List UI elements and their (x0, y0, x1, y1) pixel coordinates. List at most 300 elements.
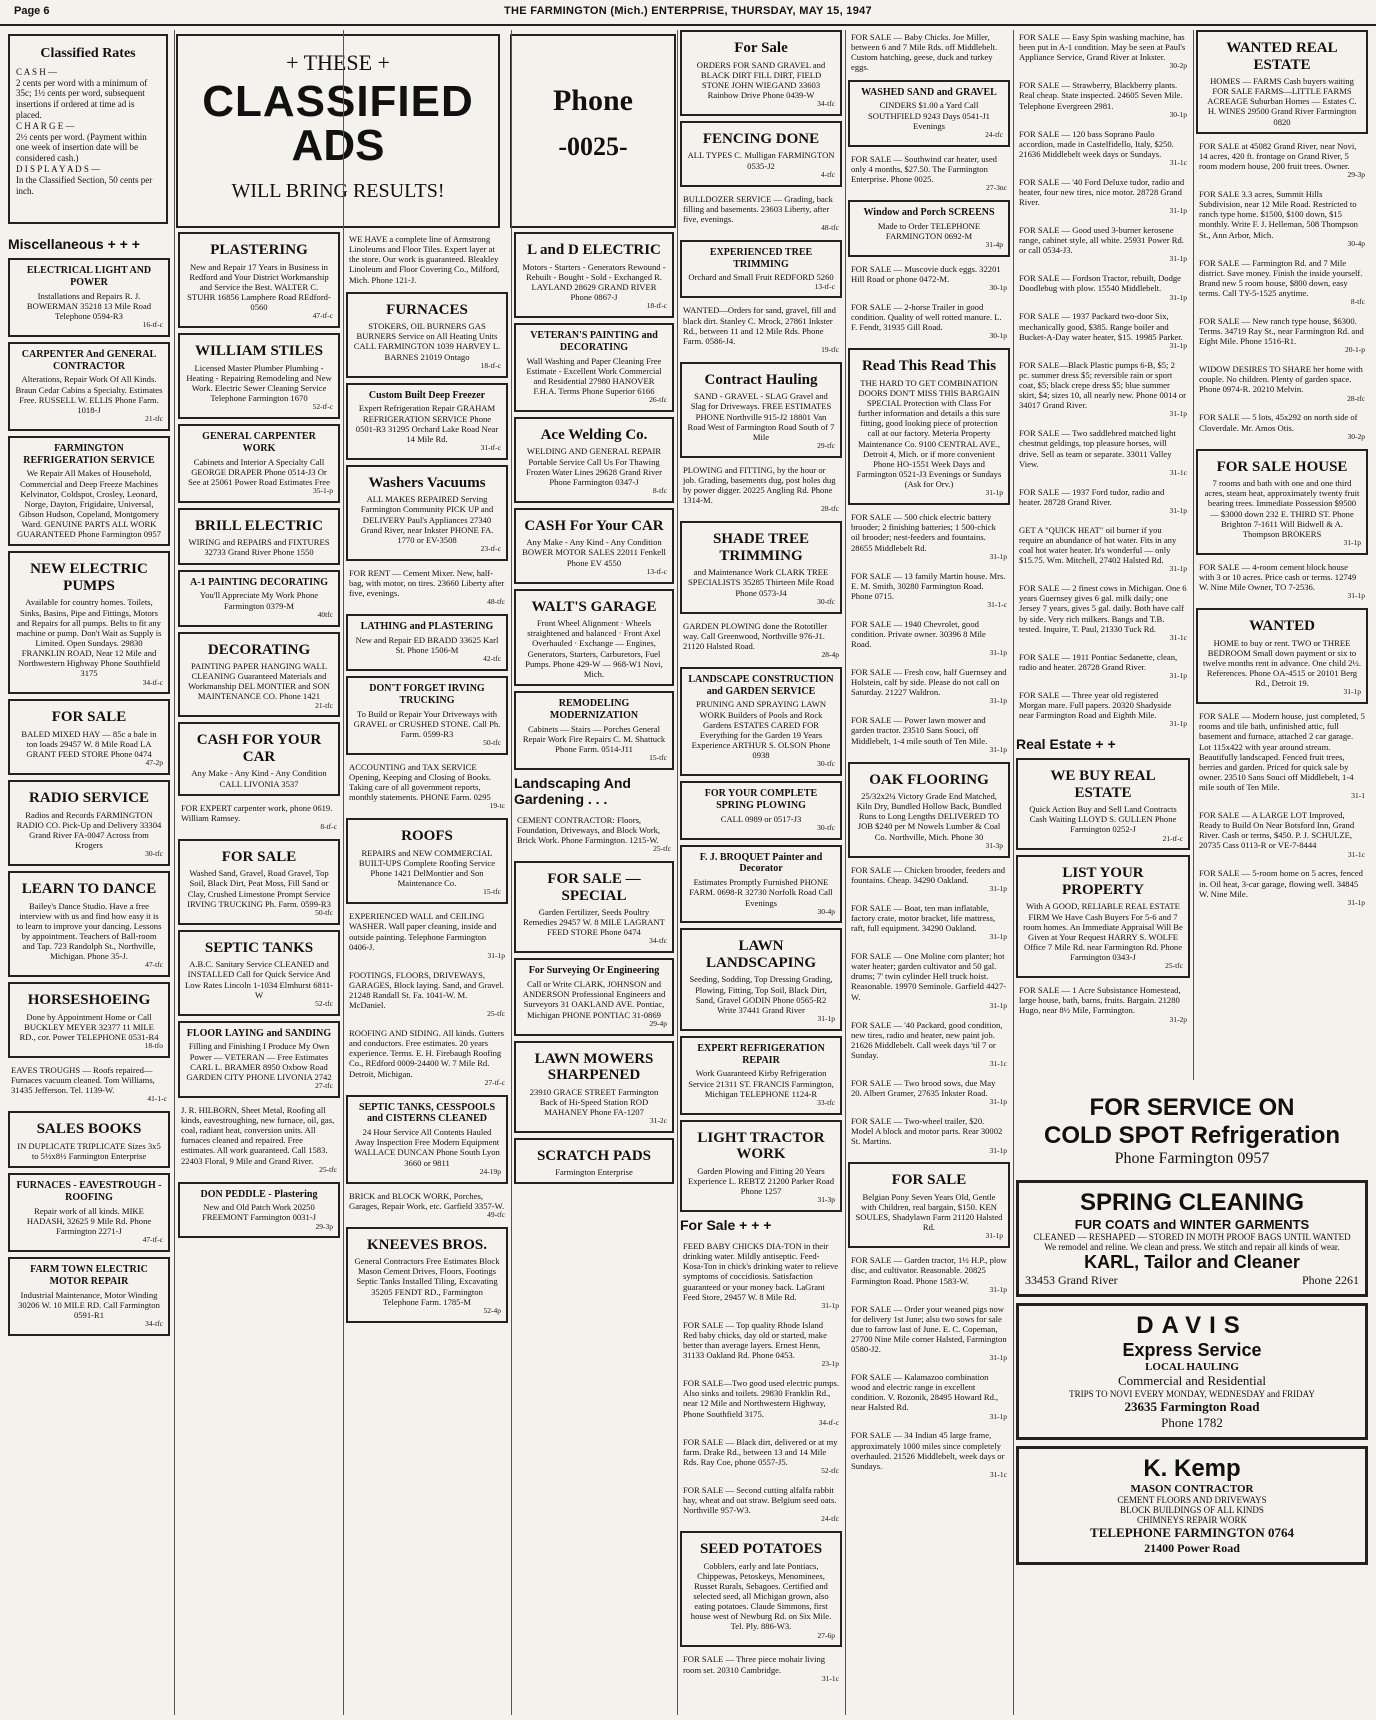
ad-body: Licensed Master Plumber Plumbing - Heating - Repairing Remodeling and New Work. Electric Sewer Cleaning Service Telephone Farmington 1670 (186, 362, 332, 403)
ad-body: CINDERS $1.00 a Yard Call SOUTHFIELD 9243 Days 0541-J1 Evenings (868, 100, 990, 131)
ad-body: Orchard and Small Fruit REDFORD 5260 (688, 272, 834, 283)
ad-body: ROOFING AND SIDING. All kinds. Gutters and conductors. Free estimates. 20 years experience. Terms. E. H. Firebaugh Roofing Co., REdford 0009-24400 W. 7 Mile Rd. Detroit, Michigan. (349, 1028, 504, 1079)
ad-body: FOR SALE — 2-horse Trailer in good condition. Quality of well rotted manure. L. F. Fendt, 31935 Gill Road. (851, 301, 1002, 333)
coldspot-line-3: Phone Farmington 0957 (1114, 1150, 1270, 1167)
classified-ad (848, 617, 1010, 660)
ad-reference-code: 42-tfc (483, 654, 501, 664)
spring-cleaning-ad (1016, 1180, 1368, 1297)
classified-ad (1196, 709, 1368, 803)
ad-reference-code: 28-tfc (821, 504, 839, 514)
classified-ad (848, 152, 1010, 195)
ad-body: GET A "QUICK HEAT" oil burner if you require an abundance of hot water. Fits in any coal hot water heater. It's wonderful — only $15.75. Wm. Mitchell, 27402 Halsted Rd. (1019, 524, 1177, 566)
ad-body: HOMES — FARMS Cash buyers waiting FOR SALE FARMS—LITTLE FARMS ACREAGE Suburban Homes — Estates C. H. WINES 29500 Grand River Farmington 0820 (1207, 76, 1357, 127)
ad-body: IN DUPLICATE TRIPLICATE Sizes 3x5 to 5½x8½ Farmington Enterprise (17, 1140, 161, 1161)
ad-body: Radios and Records FARMINGTON RADIO CO. Pick-Up and Delivery 33304 Grand River FA-0047 Across from Krogers (16, 809, 162, 851)
ad-heading: FOR SALE (221, 848, 297, 865)
coldspot-line-1: FOR SERVICE ON (1089, 1094, 1295, 1121)
ad-reference-code: 52-4p (483, 1305, 501, 1315)
ad-heading: SEPTIC TANKS (204, 939, 314, 956)
ad-reference-code: 26-tfc (649, 395, 667, 405)
ad-body: ALL MAKES REPAIRED Serving Farmington Community PICK UP and DELIVERY Paul's Appliances 27340 Grand River, near Inkster PHONE FA. 1770 or EV-3508 (360, 494, 494, 545)
ad-reference-code: 21-tf-c (1162, 833, 1183, 843)
classified-ad (680, 1036, 842, 1115)
ad-body: FOR SALE — New ranch type house, $6300. Terms. 34719 Ray St., near Farmington Rd. and Eight Mile. Phone 1516-R1. (1199, 315, 1364, 347)
classified-ad (346, 232, 508, 287)
ad-heading: RADIO SERVICE (29, 790, 149, 807)
ad-body: FOR SALE — Southwind car heater, used only 4 months, $27.50. The Farmington Enterprise. Phone 0025. (851, 153, 997, 184)
ad-reference-code: 35-1-p (313, 485, 333, 495)
ad-reference-code: 31-1p (989, 932, 1007, 942)
classified-ad (1016, 855, 1190, 978)
ad-heading: VETERAN'S PAINTING and DECORATING (530, 329, 658, 353)
ad-reference-code: 31-1p (1347, 897, 1365, 907)
ad-heading: GENERAL CARPENTER WORK (202, 430, 316, 454)
ad-body: WIDOW DESIRES TO SHARE her home with couple. No children. Plenty of garden space. Phone 0974-R. 20210 Melvin. (1199, 364, 1363, 395)
ad-heading: REMODELING MODERNIZATION (549, 697, 639, 721)
classified-ad (346, 1095, 508, 1184)
classified-ad (346, 614, 508, 671)
ad-heading: NEW ELECTRIC PUMPS (30, 561, 148, 594)
spring-line-1: SPRING CLEANING (1079, 1189, 1304, 1216)
ad-reference-code: 31-4p (985, 239, 1003, 249)
ad-body: FOR SALE — Chicken brooder, feeders and fountains. Cheap. 34290 Oakland. (851, 864, 1006, 885)
column-4 (514, 232, 674, 1715)
classified-ad (178, 424, 340, 503)
ad-body: FOR SALE — Strawberry, Blackberry plants. Real cheap. State inspected. 24605 Seven Mile. Telephone Evergreen 2981. (1019, 80, 1183, 111)
ad-heading: DON'T FORGET IRVING TRUCKING (369, 683, 485, 706)
ad-reference-code: 31-1p (1169, 719, 1187, 729)
rates-line: 2 cents per word with a minimum of 35c; 1½ cents per word, subsequent insertions if ordered at time ad is placed. (16, 77, 148, 120)
ad-reference-code: 21-tfc (315, 700, 333, 710)
ad-heading: Washers Vacuums (368, 474, 486, 491)
ad-reference-code: 24-tfc (821, 1514, 839, 1524)
ad-reference-code: 31-1-c (987, 599, 1007, 609)
ad-reference-code: 31-1p (989, 648, 1007, 658)
ad-body: THE HARD TO GET COMBINATION DOORS DON'T MISS THIS BARGAIN SPECIAL Protection with Class For further information and details a this sure fitting, good looking piece of protection call at our factory. Meteria Property Maintenance Co. 9100 CENTRAL AVE., Detroit 4, Mich. or if more convenient Phone HO-1551 Week Days and Farmington 0521-J3 Evenings or Sundays (Ask for Orv.) (856, 377, 1002, 490)
ad-reference-code: 18-tf-c (646, 301, 667, 311)
kemp-line-7: 21400 Power Road (1144, 1541, 1240, 1555)
coldspot-line-2: COLD SPOT Refrigeration (1043, 1122, 1341, 1149)
classified-ad (178, 570, 340, 627)
ad-body: PAINTING PAPER HANGING WALL CLEANING Guaranteed Materials and Workmanship DEL MONTIER and SON MAINTENANCE CO. Phone 1421 (188, 661, 330, 702)
column-7 (1016, 30, 1190, 1080)
rates-line: C A S H — (16, 66, 58, 77)
ad-body: FOR EXPERT carpenter work, phone 0619. William Ramsey. (181, 802, 333, 823)
ad-reference-code: 19-tfc (821, 344, 839, 354)
ad-heading: LIST YOUR PROPERTY (1062, 865, 1144, 898)
ad-body: BALED MIXED HAY — 85c a bale in ton loads 29457 W. 8 Mile Road LA GRANT FEED STORE Phone 0474 (21, 728, 157, 760)
ad-reference-code: 15-tfc (649, 752, 667, 762)
ad-heading: A-1 PAINTING DECORATING (190, 576, 328, 588)
ad-body: Cabinets — Stairs — Porches General Repair Work Fire Repairs C. M. Shattuck Phone Farm. 0514-J11 (522, 723, 666, 754)
ad-heading: FOR SALE HOUSE (1216, 458, 1348, 475)
ad-body: Expert Refrigeration Repair GRAHAM REFRIGERATION SERVICE Phone 0501-R3 31295 Orchard Lake Road Near 14 Mile Rd. (355, 403, 499, 444)
ad-heading: FOR SALE — SPECIAL (547, 871, 641, 904)
ad-body: BRICK and BLOCK WORK, Porches, Garages, Repair Work, etc. Garfield 3357-W. (349, 1190, 505, 1211)
classified-ad (680, 781, 842, 840)
ad-body: FOR SALE — Boat, ten man inflatable, factory crate, motor bracket, life mattress, raft, full equipment. 34290 Oakland. (851, 902, 996, 934)
ad-reference-code: 52-tfc (821, 1465, 839, 1475)
page-number: Page 6 (14, 5, 50, 17)
display-ads-block (1016, 1088, 1368, 1571)
ad-body: FOR SALE — 5-room home on 5 acres, fenced in. Oil heat, 3-car garage, flowing well. 34845 W. Nine Mile. (1199, 868, 1363, 899)
ad-reference-code: 20-1-p (1345, 345, 1365, 355)
ad-body: J. R. HILBORN, Sheet Metal, Roofing all kinds, eavestroughing, new furnace, oil, gas, coal, radiant heat, conversion units. All furnaces cleaned and repaired. Free estimates. All work guaranteed. Call 1583. 22403 Floral, 9 Mile and Grand River. (181, 1104, 335, 1166)
kemp-line-2: MASON CONTRACTOR (1130, 1483, 1254, 1495)
classified-ad (680, 1376, 842, 1429)
ad-reference-code: 25-tfc (1165, 961, 1183, 971)
classified-ad (346, 566, 508, 609)
classified-ad (8, 436, 170, 547)
ad-reference-code: 31-1p (487, 950, 505, 960)
ad-reference-code: 15-tfc (483, 887, 501, 897)
phone-box (510, 34, 676, 228)
classified-ad (848, 30, 1010, 75)
ad-reference-code: 27-tfc (315, 1081, 333, 1090)
ad-body: Front Wheel Alignment · Wheels straightened and balanced · Front Axel Overhauled · Exchange — Engines, Generators, Starters, Carburetors, Fuel Pumps. Phone 429-W — 968-W1 Novi, Mich. (525, 618, 663, 679)
ad-body: Garden Plowing and Fitting 20 Years Experience L. REBTZ 21200 Parker Road Phone 1257 (687, 1165, 835, 1197)
ad-body: Farmington Enterprise (555, 1167, 633, 1178)
ad-body: FOR SALE — 1937 Ford tudor, radio and heater. 28728 Grand River. (1019, 486, 1165, 507)
classified-ad (680, 1120, 842, 1212)
ad-heading: L and D ELECTRIC (527, 242, 661, 258)
ad-heading: FURNACES - EAVESTROUGH - ROOFING (16, 1180, 162, 1203)
ad-reference-code: 31-1c (821, 1673, 839, 1683)
ad-reference-code: 52-tf-c (312, 402, 333, 412)
ad-reference-code: 31-1p (1169, 409, 1187, 419)
davis-line-1: DAVIS (1136, 1312, 1248, 1339)
ad-body: FOR SALE — Three year old registered Morgan mare. Full papers. 20320 Shadyside near Farmington Road and Eighth Mile. (1019, 689, 1172, 721)
ad-heading: For Sale (734, 40, 788, 56)
banner-line-1: + THESE + (286, 50, 390, 75)
ad-reference-code: 47-2p (145, 758, 163, 768)
classified-ad (8, 871, 170, 977)
ad-reference-code: 24-tfc (985, 129, 1003, 139)
column-3 (346, 232, 508, 1715)
classified-ad (514, 323, 674, 412)
ad-reference-code: 23-1p (821, 1359, 839, 1369)
ad-body: Bailey's Dance Studio. Have a free interview with us and find how easy it is to learn to improve your dancing. Lessons by appointment. Teachers of Ball-room and Tap. 723 Randolph St., Northville, Michigan. Phone 35-J. (16, 900, 162, 962)
ad-reference-code: 49-tfc (487, 1209, 505, 1219)
ad-reference-code: 13-tf-c (814, 281, 835, 291)
phone-label: Phone (552, 84, 633, 117)
classified-ad (178, 930, 340, 1016)
classified-ad (1016, 650, 1190, 683)
column-8 (1196, 30, 1368, 1080)
column-1 (8, 232, 170, 1715)
ad-reference-code: 8-tfc (652, 485, 667, 495)
banner-line-4: WILL BRING RESULTS! (231, 180, 445, 202)
ad-body: FOR SALE — Good used 3-burner kerosene range, cabinet style, all white. 25931 Power Rd. or call 0534-J3. (1019, 225, 1184, 256)
ad-reference-code: 4-tfc (820, 169, 835, 179)
rates-line: D I S P L A Y A D S — (16, 163, 101, 174)
classified-ad (1016, 223, 1190, 266)
ad-reference-code: 31-1p (1169, 254, 1187, 264)
classified-ad (346, 465, 508, 561)
ad-heading: Custom Built Deep Freezer (368, 389, 486, 401)
ad-heading: WASHED SAND and GRAVEL (861, 86, 997, 98)
column-rule (174, 30, 175, 1715)
ad-body: 25/32x2¼ Victory Grade End Matched, Kiln Dry, Bundled Hollow Back, Bundled Runs to Long Lengths DELIVERED TO JOB $240 per M Nowels Lumber & Coal Co. Northville, Mich. Phone 30 (856, 791, 1002, 842)
ad-body: General Contractors Free Estimates Block Mason Cement Drives, Floors, Footings Septic Tanks Installed Tiling, Excavating 35205 FENDT RD., Farmington Telephone Farm. 1785-M (354, 1256, 500, 1307)
ad-reference-code: 31-1p (989, 883, 1007, 893)
ad-heading: CASH FOR YOUR CAR (196, 732, 322, 765)
davis-line-5: TRIPS TO NOVI EVERY MONDAY, WEDNESDAY and FRIDAY (1069, 1389, 1315, 1399)
ad-body: We Repair All Makes of Household, Commercial and Deep Freeze Machines Kelvinator, Coldspot, Crosley, Leonard, Norge, Dayton, Frigidaire, Universal, Gibson Hudson, Copeland, Montgomery Ward. GENUINE PARTS ALL WORK GUARANTEED Phone Farmington 0957 (17, 468, 161, 540)
classified-ad (1196, 362, 1368, 405)
ad-reference-code: 31-1c (1169, 632, 1187, 642)
classified-ad (1196, 256, 1368, 309)
ad-reference-code: 31-3p (817, 1195, 835, 1205)
rates-line: C H A R G E — (16, 120, 75, 131)
ad-body: Washed Sand, Gravel, Road Gravel, Top Soil, Black Dirt, Peat Moss, Fill Sand or Clay, Crushed Limestone Prompt Service IRVING TRUCKING Ph. Farm. 0599-R3 (187, 868, 331, 909)
ad-body: PRUNING AND SPRAYING LAWN WORK Builders of Pools and Rock Gardens ESTATES CARED FOR Everything for the Garden 19 Years Experience ARTHUR S. OLSON Phone 0938 (691, 699, 831, 761)
ad-reference-code: 41-1-c (147, 1094, 167, 1104)
classified-ad (514, 1041, 674, 1133)
ad-body: New and Repair ED BRADD 33625 Karl St. Phone 1506-M (355, 634, 499, 656)
ad-body: Industrial Maintenance, Motor Winding 30206 W. 10 MILE RD. Call Farmington 0591-R1 (18, 1289, 160, 1320)
rates-title: Classified Rates (40, 46, 136, 61)
ad-body: FOR SALE — Kalamazoo combination wood and electric range in excellent condition. V. Rozonik, 28495 Howard Rd., near Halsted Rd. (851, 1372, 999, 1413)
column-6 (848, 30, 1010, 1715)
ad-body: ORDERS FOR SAND GRAVEL and BLACK DIRT FILL DIRT, FIELD STONE JOHN WIEGAND 33603 Rainbow Drive Phone 0439-W (696, 59, 826, 100)
classified-rates-box (8, 34, 168, 224)
ad-reference-code: 30-1p (989, 283, 1007, 293)
column-rule (1013, 30, 1014, 1715)
ad-body: FOR SALE — Two saddlebred matched light chestnut geldings, top pleasure horses, will drive. Sell as team or separate. 33011 Valley View. (1019, 428, 1176, 469)
ad-reference-code: 8-tfc (1350, 297, 1365, 307)
ad-body: FOR SALE — A LARGE LOT Improved, Ready to Build On Near Botsford Inn, Grand River. Cash or terms, $450. P. J. SCHULZE, 20735 Cass 0113-R or VE-7-8444 (1199, 810, 1355, 851)
ad-body: SAND - GRAVEL - SLAG Gravel and Slag for Driveways. FREE ESTIMATES PHONE Northville 915-J2 18801 Van Road West of Farmington Road South of 7 Mile (687, 391, 835, 442)
ad-body: Seeding, Sodding, Top Dressing Grading, Plowing, Fitting, Top Soil, Black Dirt, Sand, Gravel GODIN Phone 0565-R2 Write 37441 Grand River (689, 974, 833, 1015)
ad-body: FOR SALE at 45082 Grand River, near Novi, 14 acres, 420 ft. frontage on Grand River, 5 room modern house, 200 fruit trees. Owner. (1199, 140, 1357, 171)
column-rule (845, 30, 846, 1715)
classified-ad (680, 1483, 842, 1526)
ad-reference-code: 27-tf-c (484, 1077, 505, 1087)
classified-ad (1016, 426, 1190, 479)
davis-line-3: LOCAL HAULING (1145, 1361, 1239, 1373)
ad-heading: LAWN LANDSCAPING (705, 938, 816, 971)
classified-ad (680, 1318, 842, 1371)
ad-body: To Build or Repair Your Driveways with GRAVEL or CRUSHED STONE. Call Ph. Farm. 0599-R3 (353, 708, 501, 739)
ad-reference-code: 13-tf-c (646, 566, 667, 576)
classified-ad (1016, 309, 1190, 352)
ad-reference-code: 30-tfc (817, 759, 835, 769)
classified-ad (8, 780, 170, 866)
ad-reference-code: 30-4p (1347, 238, 1365, 248)
classified-ad (1196, 187, 1368, 251)
ad-reference-code: 19-tc (489, 801, 505, 811)
ad-body: Call or Write CLARK, JOHNSON and ANDERSON Professional Engineers and Surveyors 31 OAKLAND AVE. Pontiac, Michigan PHONE PONTIAC 31-0869 (522, 979, 666, 1020)
ad-heading: DON PEDDLE - Plastering (200, 1188, 318, 1200)
ad-reference-code: 50-tfc (315, 907, 333, 917)
spring-line-7: Phone 2261 (1302, 1273, 1359, 1287)
ad-body: Done by Appointment Home or Call BUCKLEY MEYER 32377 11 MILE RD., cor. Power TELEPHONE 0531-R4 (19, 1011, 159, 1043)
classified-ad (346, 383, 508, 460)
ad-reference-code: 31-1p (1347, 591, 1365, 601)
ad-heading: SEPTIC TANKS, CESSPOOLS and CISTERNS CLEANED (358, 1101, 496, 1125)
ad-body: FOR SALE — Garden tractor, 1½ H.P., plow disc, and cultivator. Reasonable. 20825 Farmington Road. Phone 1583-W. (851, 1255, 1007, 1286)
ad-body: FOR SALE — Second cutting alfalfa rabbit hay, wheat and oat straw. Belgium seed oats. Northville 957-W3. (683, 1484, 837, 1516)
ad-heading: WALT'S GARAGE (531, 598, 657, 615)
ad-heading: FOR YOUR COMPLETE SPRING PLOWING (704, 788, 818, 811)
ad-body: FOR SALE — Easy Spin washing machine, has been put in A-1 condition. May be seen at Paul's Appliance Service, Grand River at Inkster. (1019, 32, 1186, 63)
classified-ad (178, 508, 340, 565)
classified-ad (178, 1182, 340, 1239)
ad-body: Installations and Repairs R. J. BOWERMAN 35218 13 Mile Road Telephone 0594-R3 (26, 290, 152, 321)
column-rule (677, 30, 678, 1715)
classified-ads-banner (176, 34, 500, 228)
classified-ad (1016, 127, 1190, 170)
ad-body: Available for country homes. Toilets, Sinks, Basins, Pipe and Fittings, Motors and Repairs for all pumps. Belts to fit any machine or pump. Don't Wait as Supply is Limited. Open Sundays. 29830 FRANKLIN ROAD, Near 12 Mile and Northwestern Highway Phone Southfield 3175 (16, 597, 162, 679)
ad-reference-code: 30-1p (989, 331, 1007, 341)
ad-heading: BRILL ELECTRIC (195, 517, 323, 534)
ad-reference-code: 31-3p (985, 840, 1003, 850)
ad-body: 24 Hour Service All Contents Hauled Away Inspection Free Modern Equipment WALLACE DUNCAN Phone South Lyon 3660 or 9811 (354, 1127, 500, 1168)
classified-ad (346, 968, 508, 1021)
classified-ad (8, 551, 170, 694)
ad-reference-code: 31-1p (1169, 564, 1187, 574)
ad-body: FOR SALE — 4-room cement block house with 3 or 10 acres. Price cash or terms. 12749 W. Nine Mile Owner, TO 7-2536. (1199, 561, 1357, 593)
column-rule (1193, 30, 1194, 1080)
ad-reference-code: 40tfc (317, 609, 333, 619)
ad-reference-code: 25-tfc (487, 1009, 505, 1019)
ad-body: FOOTINGS, FLOORS, DRIVEWAYS, GARAGES, Block laying. Sand, and Gravel. 21248 Randall St. Fa. 1041-W. M. McDaniel. (349, 969, 504, 1011)
classified-ad (514, 691, 674, 770)
ad-reference-code: 28-tfc (1347, 393, 1365, 403)
column-rule (343, 30, 344, 1715)
ad-body: New and Repair 17 Years in Business in Redford and Your District Workmanship and Service the Best. WALTER C. STUHR 16856 Lamphere Road REdford-0560 (187, 261, 331, 313)
ad-heading: DECORATING (207, 641, 311, 658)
ad-body: New and Old Patch Work 20250 FREEMONT Farmington 0031-J (202, 1202, 316, 1223)
classified-ad (1196, 139, 1368, 182)
ad-body: WIRING and REPAIRS and FIXTURES 32733 Grand River Phone 1550 (188, 537, 330, 558)
classified-ad (680, 521, 842, 613)
classified-ad (1016, 271, 1190, 304)
classified-ad (1196, 866, 1368, 909)
classified-ad (680, 845, 842, 924)
ad-body: EXPERIENCED WALL and CEILING WASHER. Wall paper cleaning, inside and outside painting. Telephone Farmington 0406-J. (349, 911, 497, 952)
classified-ad (680, 30, 842, 116)
ad-body: FOR SALE — '40 Ford Deluxe tudor, radio and heater, four new tires, nice motor. 28728 Grand River. (1019, 176, 1185, 208)
banner-line-2: CLASSIFIED (202, 77, 474, 126)
ad-reference-code: 31-1p (1169, 206, 1187, 216)
ad-body: ACCOUNTING and TAX SERVICE Opening, Keeping and Closing of Books. Taking care of all government reports, monthly statements. PHONE Farm. 0295 (349, 761, 492, 803)
ad-body: Garden Fertilizer, Seeds Poultry Remedies 29457 W. 8 MILE LAGRANT FEED STORE Phone 0474 (523, 907, 665, 938)
ad-body: GARDEN PLOWING done the Rototiller way. Call Greenwood, Northville 976-J1. 21120 Halsted Road. (683, 620, 828, 651)
classified-ad (680, 1435, 842, 1478)
classified-ad (848, 1114, 1010, 1157)
classified-ad (1016, 581, 1190, 645)
ad-reference-code: 34-tfc (817, 99, 835, 109)
classified-ad (848, 1018, 1010, 1071)
column-5 (680, 30, 842, 1715)
ad-body: FOR SALE — Order your weaned pigs now for delivery 1st June; also two sows for sale due to farrow last of June. E. C. Copeman, 27700 Nine Mile corner Halsted, Farmington 0580-J2. (851, 1303, 1007, 1355)
ad-body: Motors - Starters - Generators Rewound - Rebuilt - Bought - Sold - Exchanged R. LAYLAND 28629 GRAND RIVER Phone 0867-J (522, 261, 666, 302)
section-landscaping: Landscaping And Gardening . . . (514, 774, 631, 807)
ad-body: FOR SALE — 2 finest cows in Michigan. One 6 years Guernsey gives 6 gal. milk daily; one Jersey 7 years, gives 5 gal. daily. Both have calf by side. Very rich milkers. Bangs and T.B. tested. Inquire, T. Paul, 21330 Tuck Rd. (1019, 583, 1187, 634)
ad-body: FOR SALE — '40 Packard, good condition, new tires, radio and heater, new paint job. 21626 Middlebelt. Call week days 'til 7 or Sunday. (851, 1019, 1003, 1060)
ad-body: FOR SALE — Black dirt, delivered or at my farm. Drake Rd., between 13 and 14 Mile Rds. Ray Coe, phone 0557-J5. (683, 1436, 838, 1467)
ad-body: With A GOOD, RELIABLE REAL ESTATE FIRM We Have Cash Buyers For 5-6 and 7 room homes. An Immediate Appraisal Will Be Given at Your Request HARRY S. WOLFE Office 7 Mile Rd. near Farmington Rd. Phone Farmington 0343-J (1023, 901, 1183, 963)
ad-heading: For Surveying Or Engineering (528, 965, 660, 977)
classified-ad (346, 760, 508, 813)
classified-ad (1196, 808, 1368, 861)
ad-body: Alterations, Repair Work Of All Kinds. Braun Cedar Cabins a Specialty. Estimates Free. RUSSELL W. ELLIS Phone Farm. 1018-J (15, 374, 163, 415)
ad-reference-code: 27-6p (817, 1630, 835, 1640)
ad-reference-code: 31-1p (1169, 671, 1187, 681)
classified-ad (848, 1428, 1010, 1481)
classified-ad (848, 300, 1010, 343)
ad-body: REPAIRS and NEW COMMERCIAL BUILT-UPS Complete Roofing Service Phone 1421 DelMontier and Son Maintenance Co. (358, 847, 496, 889)
ad-heading: EXPERT REFRIGERATION REPAIR (697, 1042, 825, 1066)
ad-reference-code: 48-tfc (821, 222, 839, 232)
ad-body: WANTED—Orders for sand, gravel, fill and black dirt. Stanley C. Mrock, 27861 Inkster Rd., between 11 and 12 Mile Rds. Phone Farm. 0586-J4. (683, 305, 836, 346)
ad-heading: SCRATCH PADS (536, 1147, 652, 1164)
ad-heading: CARPENTER And GENERAL CONTRACTOR (21, 348, 157, 372)
ad-heading: FURNACES (386, 301, 468, 318)
ad-reference-code: 31-2c (649, 1115, 667, 1125)
classified-ad (346, 292, 508, 378)
ad-body: FOR SALE—Black Plastic pumps 6-B, $5; 2 pc. summer dress $5; reversible rain or sport coat, $5; black crepe dress $5; blue summer skirt, $4; sizes 10, all nearly new. Phone 0014 or 34017 Grand River. (1019, 359, 1186, 411)
ad-heading: CASH For Your CAR (524, 517, 664, 534)
ad-heading: F. J. BROQUET Painter and Decorator (699, 851, 823, 875)
ad-reference-code: 27-3nc (986, 183, 1007, 193)
classified-ad (1016, 523, 1190, 576)
ad-reference-code: 31-1 (1351, 791, 1365, 801)
classified-ad (848, 949, 1010, 1013)
davis-line-6: 23635 Farmington Road (1124, 1399, 1260, 1414)
ad-reference-code: 31-1p (821, 1300, 839, 1310)
classified-ad (8, 1257, 170, 1336)
classified-ad (1196, 560, 1368, 603)
ad-reference-code: 31-1c (1347, 849, 1365, 859)
ad-reference-code: 34-tfc (649, 936, 667, 946)
ad-reference-code: 30-1p (1169, 109, 1187, 119)
ad-body: FOR SALE — One Moline corn planter; hot water heater; garden cultivator and 50 gal. drums; 7' twin cylinder Hell truck hoist. Reasonable. 19970 Seminole. Garfield 4427-W. (851, 951, 1007, 1002)
classified-ad (848, 1370, 1010, 1423)
ad-reference-code: 25-tfc (653, 844, 671, 854)
classified-ad (1016, 983, 1190, 1026)
ad-body: HOME to buy or rent. TWO or THREE BEDROOM Small down payment or six to twelve months rent in advance. One child 2½. References. Phone OA-4515 or 20101 Berg Rd., Detroit 19. (1203, 637, 1361, 689)
ad-body: BULLDOZER SERVICE — Grading, back filling and basements. 23603 Liberty, after five, evenings. (683, 193, 833, 224)
classified-ad (514, 508, 674, 584)
ad-reference-code: 31-1p (989, 1284, 1007, 1294)
ad-reference-code: 29-4p (649, 1018, 667, 1028)
classified-ad (680, 1531, 842, 1647)
ad-body: STOKERS, OIL BURNERS GAS BURNERS Service on All Heating Units CALL FARMINGTON 1039 HARVEY L. BARNES 21019 Ontago (353, 321, 501, 362)
ad-body: FOR SALE — Two-wheel trailer, $20. Model A block and motor parts. Rear 30002 St. Martins. (851, 1116, 1003, 1147)
classified-ad (178, 1021, 340, 1098)
ad-body: FOR SALE—Two good used electric pumps. Also sinks and toilets. 29830 Franklin Rd., near 12 Mile and Northwestern Highway, Phone Southfield 3175. (683, 1378, 839, 1419)
classified-ad (8, 258, 170, 337)
ad-body: ALL TYPES C. Mulligan FARMINGTON 0535-J2 (687, 150, 835, 171)
ad-heading: Ace Welding Co. (540, 426, 648, 443)
classified-ad (848, 901, 1010, 944)
ad-body: FOR RENT — Cement Mixer. New, half-bag, with motor, on tires. 23660 Liberty after five, evenings. (349, 567, 505, 599)
classified-ad (178, 801, 340, 834)
classified-ad (680, 303, 842, 356)
ad-reference-code: 31-1c (1169, 157, 1187, 167)
ad-heading: Read This Read This (861, 358, 997, 375)
classified-ad (848, 713, 1010, 756)
classified-ad (680, 121, 842, 187)
ad-reference-code: 31-1p (989, 1411, 1007, 1421)
ad-reference-code: 29-3p (315, 1221, 333, 1231)
page-header (0, 0, 1376, 26)
ad-reference-code: 31-1p (989, 1000, 1007, 1010)
classified-ad (1196, 608, 1368, 704)
